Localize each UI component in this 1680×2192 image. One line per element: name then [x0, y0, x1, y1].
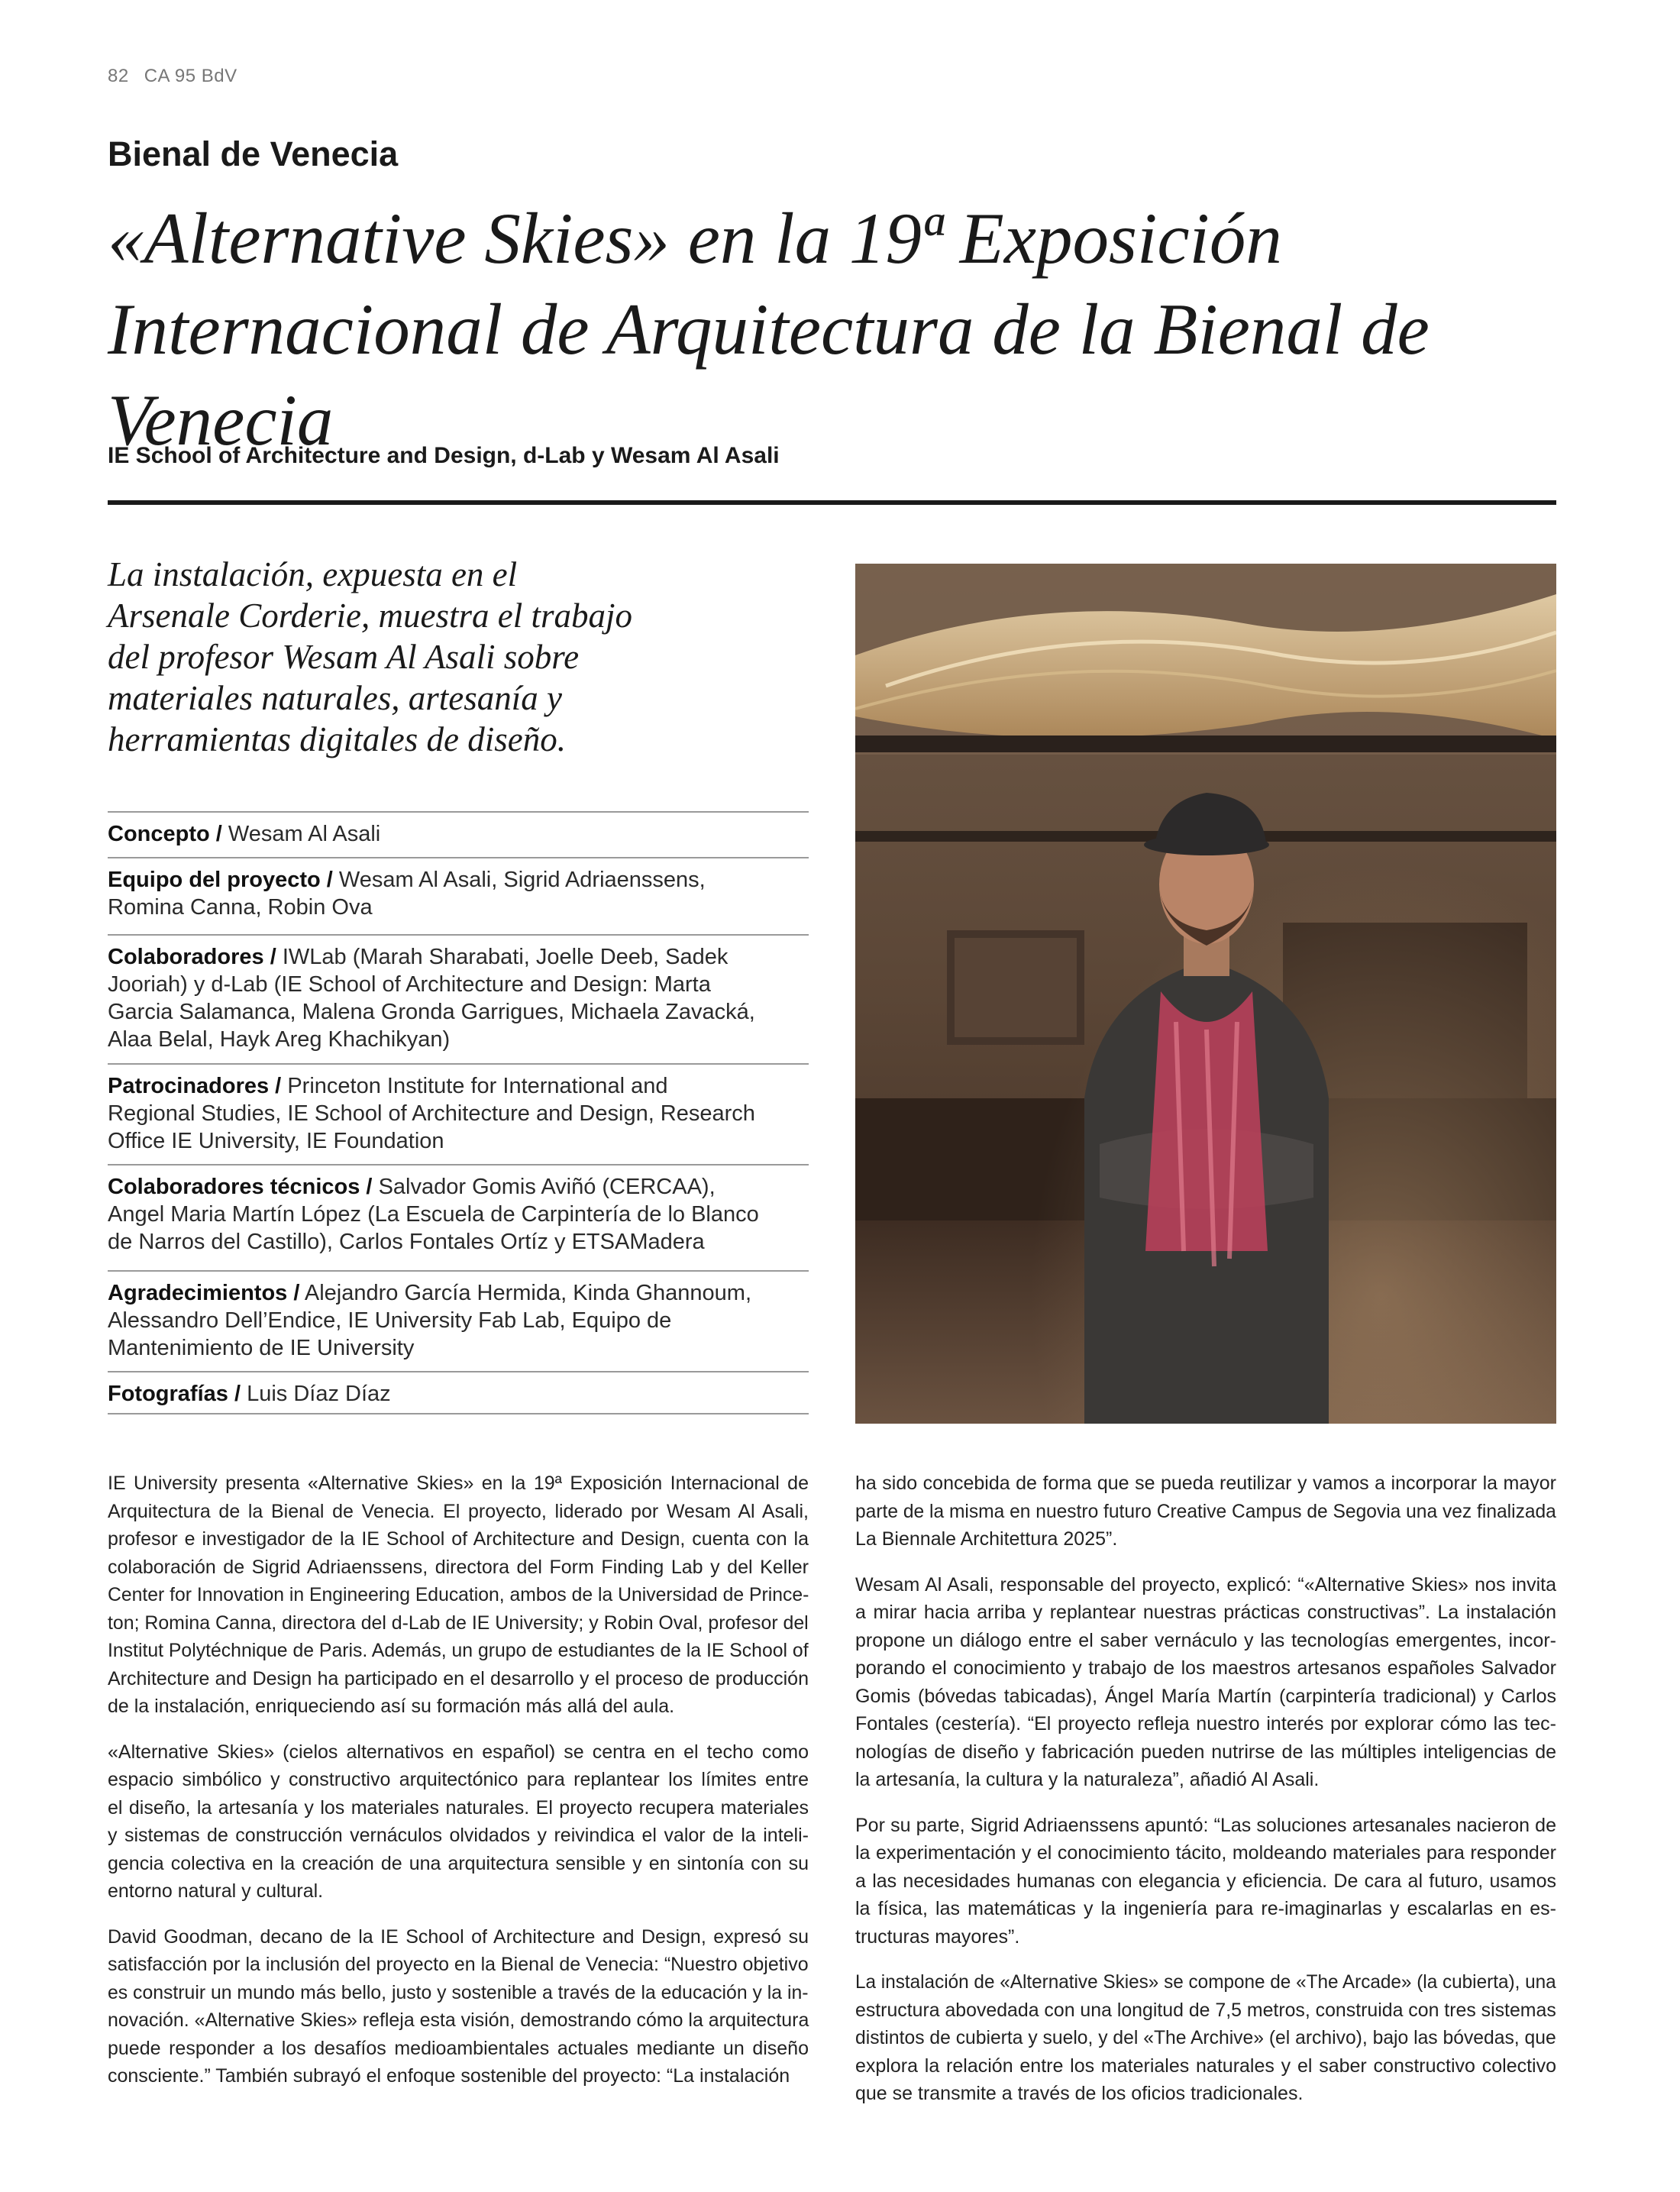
credit-label: Agradecimientos /	[108, 1281, 300, 1305]
page-number: 82	[108, 66, 129, 86]
credit-label: Colaboradores técnicos /	[108, 1175, 373, 1199]
body-line: a mirar hacia arriba y replantear nuestras prácticas constructivas”. La instalación	[855, 1602, 1556, 1623]
standfirst-line: herramientas digitales de diseño.	[108, 720, 566, 758]
credit-value: Mantenimiento de IE University	[108, 1336, 415, 1360]
body-line: la experimentación y el conocimiento tácito, moldeando materiales para responder	[855, 1842, 1556, 1864]
body-paragraph	[108, 1469, 809, 1721]
body-line: a las necesidades humanas con elegancia y eficiencia. De cara al futuro, usamos	[855, 1870, 1556, 1892]
credit-value: Office IE University, IE Foundation	[108, 1129, 444, 1153]
headline-line: Internacional de Arquitectura de la Bienal de	[108, 289, 1430, 370]
body-line: y sistemas de construcción vernáculos olvidados y reivindica el valor de la inteli-	[108, 1825, 809, 1846]
body-column-1	[108, 1469, 809, 2108]
body-line: parte de la misma en nuestro futuro Creative Campus de Segovia una vez finalizada	[855, 1500, 1556, 1522]
body-line: «Alternative Skies» (cielos alternativos en español) se centra en el techo como	[108, 1741, 809, 1763]
credit-label: Colaboradores /	[108, 945, 276, 969]
body-line: profesor e investigador de la IE School of Architecture and Design, cuenta con la	[108, 1528, 809, 1550]
credit-colaboradores-tecnicos	[108, 1164, 809, 1270]
standfirst	[108, 554, 795, 760]
credit-equipo	[108, 857, 809, 934]
body-line: estructura abovedada con una longitud de 7,5 metros, construida con tres sistemas	[855, 1999, 1556, 2021]
credit-value: Alaa Belal, Hayk Areg Khachikyan)	[108, 1027, 451, 1052]
credit-value: de Narros del Castillo), Carlos Fontales Ortíz y ETSAMadera	[108, 1230, 705, 1254]
body-line: Center for Innovation in Engineering Education, ambos de la Universidad de Prince-	[108, 1584, 809, 1605]
credit-value: Wesam Al Asali	[228, 822, 381, 846]
body-line: nologías de diseño y fabricación pueden nutrirse de las múltiples inteligencias de	[855, 1741, 1556, 1763]
authors-line: IE School of Architecture and Design, d-Lab y Wesam Al Asali	[108, 443, 780, 468]
body-line: gencia colectiva en la creación de una arquitectura sensible y en sintonía con su	[108, 1852, 809, 1874]
body-line: ha sido concebida de forma que se pueda reutilizar y vamos a incorporar la mayor	[855, 1473, 1556, 1494]
credit-value: Romina Canna, Robin Ova	[108, 895, 373, 920]
body-line: novación. «Alternative Skies» refleja esta visión, demostrando cómo la arquitectura	[108, 2009, 809, 2031]
body-line: espacio simbólico y constructivo arquitectónico para replantear los límites entre	[108, 1769, 809, 1790]
body-line: puede responder a los desafíos medioambientales actuales mediante un diseño	[108, 2037, 809, 2059]
body-line: David Goodman, decano de la IE School of Architecture and Design, expresó su	[108, 1925, 809, 1948]
portrait-photo	[855, 564, 1556, 1424]
body-paragraph	[855, 1571, 1556, 1794]
credit-label: Fotografías /	[108, 1382, 241, 1406]
body-line: la artesanía, la cultura y la naturaleza”, añadió Al Asali.	[855, 1769, 1320, 1790]
body-line: propone un diálogo entre el saber vernáculo y las tecnologías emergentes, incor-	[855, 1629, 1556, 1651]
credits-list	[108, 811, 809, 1414]
body-paragraph	[855, 1968, 1556, 2108]
credit-value: Salvador Gomis Aviñó (CERCAA),	[378, 1175, 716, 1199]
credit-label: Equipo del proyecto /	[108, 868, 333, 892]
body-line: IE University presenta «Alternative Skies» en la 19ª Exposición Internacional de	[108, 1473, 809, 1494]
body-line: Institut Polytéchnique de Paris. Además, un grupo de estudiantes de la IE School of	[108, 1640, 809, 1661]
credit-value: Angel Maria Martín López (La Escuela de Carpintería de lo Blanco	[108, 1202, 759, 1227]
body-line: ton; Romina Canna, directora del d-Lab de IE University; y Robin Oval, profesor del	[108, 1612, 809, 1634]
body-paragraph	[108, 1923, 809, 2090]
portrait-illustration	[855, 564, 1556, 1424]
body-paragraph	[855, 1812, 1556, 1951]
credit-value: Garcia Salamanca, Malena Gronda Garrigues, Michaela Zavacká,	[108, 1000, 755, 1024]
credit-fotografias	[108, 1371, 809, 1414]
credit-value: Regional Studies, IE School of Architecture and Design, Research	[108, 1101, 755, 1126]
credit-label: Concepto /	[108, 822, 222, 846]
running-header	[108, 66, 237, 87]
body-line: La Biennale Architettura 2025”.	[855, 1528, 1118, 1550]
standfirst-line: La instalación, expuesta en el	[108, 555, 518, 593]
body-line: satisfacción por la inclusión del proyecto en la Bienal de Venecia: “Nuestro objetivo	[108, 1954, 809, 1975]
body-line: Wesam Al Asali, responsable del proyecto, explicó: “«Alternative Skies» nos invita	[855, 1573, 1556, 1596]
body-line: entorno natural y cultural.	[108, 1880, 324, 1902]
body-line: es construir un mundo más bello, justo y sostenible a través de la educación y la in-	[108, 1981, 809, 2003]
headline	[108, 193, 1604, 466]
credit-agradecimientos	[108, 1270, 809, 1371]
credit-value: Luis Díaz Díaz	[247, 1382, 391, 1406]
credit-concepto	[108, 811, 809, 857]
body-column-2	[855, 1469, 1556, 2126]
journal-issue: CA 95 BdV	[144, 66, 237, 86]
headline-line: Venecia	[108, 380, 334, 461]
credit-value: Jooriah) y d-Lab (IE School of Architecture and Design: Marta	[108, 972, 711, 997]
credit-value: Wesam Al Asali, Sigrid Adriaenssens,	[338, 868, 706, 892]
body-line: que se transmite a través de los oficios tradicionales.	[855, 2083, 1304, 2104]
body-line: de la instalación, enriqueciendo así su formación más allá del aula.	[108, 1696, 675, 1717]
credit-value: Princeton Institute for International and	[287, 1074, 668, 1098]
standfirst-line: Arsenale Corderie, muestra el trabajo	[108, 596, 633, 635]
body-line: Architecture and Design ha participado en el desarrollo y el proceso de producción	[108, 1667, 809, 1689]
body-line: La instalación de «Alternative Skies» se compone de «The Arcade» (la cubierta), una	[855, 1971, 1556, 1993]
section-title: Bienal de Venecia	[108, 134, 399, 173]
body-line: Por su parte, Sigrid Adriaenssens apuntó: “Las soluciones artesanales nacieron de	[855, 1814, 1556, 1836]
body-line: Arquitectura de la Bienal de Venecia. El proyecto, liderado por Wesam Al Asali,	[108, 1500, 809, 1522]
header-rule	[108, 500, 1556, 505]
credit-colaboradores	[108, 934, 809, 1063]
standfirst-line: del profesor Wesam Al Asali sobre	[108, 638, 580, 676]
body-line: porando el conocimiento y trabajo de los maestros artesanos españoles Salvador	[855, 1657, 1556, 1679]
body-paragraph	[855, 1469, 1556, 1553]
body-line: Fontales (cestería). “El proyecto refleja nuestro interés por explorar cómo las tec-	[855, 1713, 1556, 1735]
body-line: consciente.” También subrayó el enfoque sostenible del proyecto: “La instalación	[108, 2065, 790, 2087]
credit-value: Alessandro Dell’Endice, IE University Fab Lab, Equipo de	[108, 1308, 672, 1333]
body-line: Gomis (bóvedas tabicadas), Ángel María Martín (carpintería tradicional) y Carlos	[855, 1685, 1556, 1707]
credit-label: Patrocinadores /	[108, 1074, 282, 1098]
body-line: la física, las matemáticas y la ingeniería para re-imaginarlas y escalarlas en es-	[855, 1898, 1556, 1919]
body-line: el diseño, la artesanía y los materiales naturales. El proyecto recupera materiales	[108, 1796, 809, 1819]
credit-patrocinadores	[108, 1063, 809, 1164]
credit-value: Alejandro García Hermida, Kinda Ghannoum,	[304, 1281, 752, 1305]
credit-value: IWLab (Marah Sharabati, Joelle Deeb, Sadek	[282, 945, 729, 969]
standfirst-line: materiales naturales, artesanía y	[108, 679, 562, 717]
body-line: distintos de cubierta y suelo, y del «The Archive» (el archivo), bajo las bóvedas, que	[855, 2027, 1556, 2048]
body-paragraph	[108, 1738, 809, 1906]
headline-line: «Alternative Skies» en la 19ª Exposición	[108, 198, 1282, 279]
body-line: colaboración de Sigrid Adriaenssens, directora del Form Finding Lab y del Keller	[108, 1556, 809, 1578]
body-line: tructuras mayores”.	[855, 1925, 1020, 1948]
body-line: explora la relación entre los materiales naturales y el saber constructivo colectivo	[855, 2055, 1556, 2077]
